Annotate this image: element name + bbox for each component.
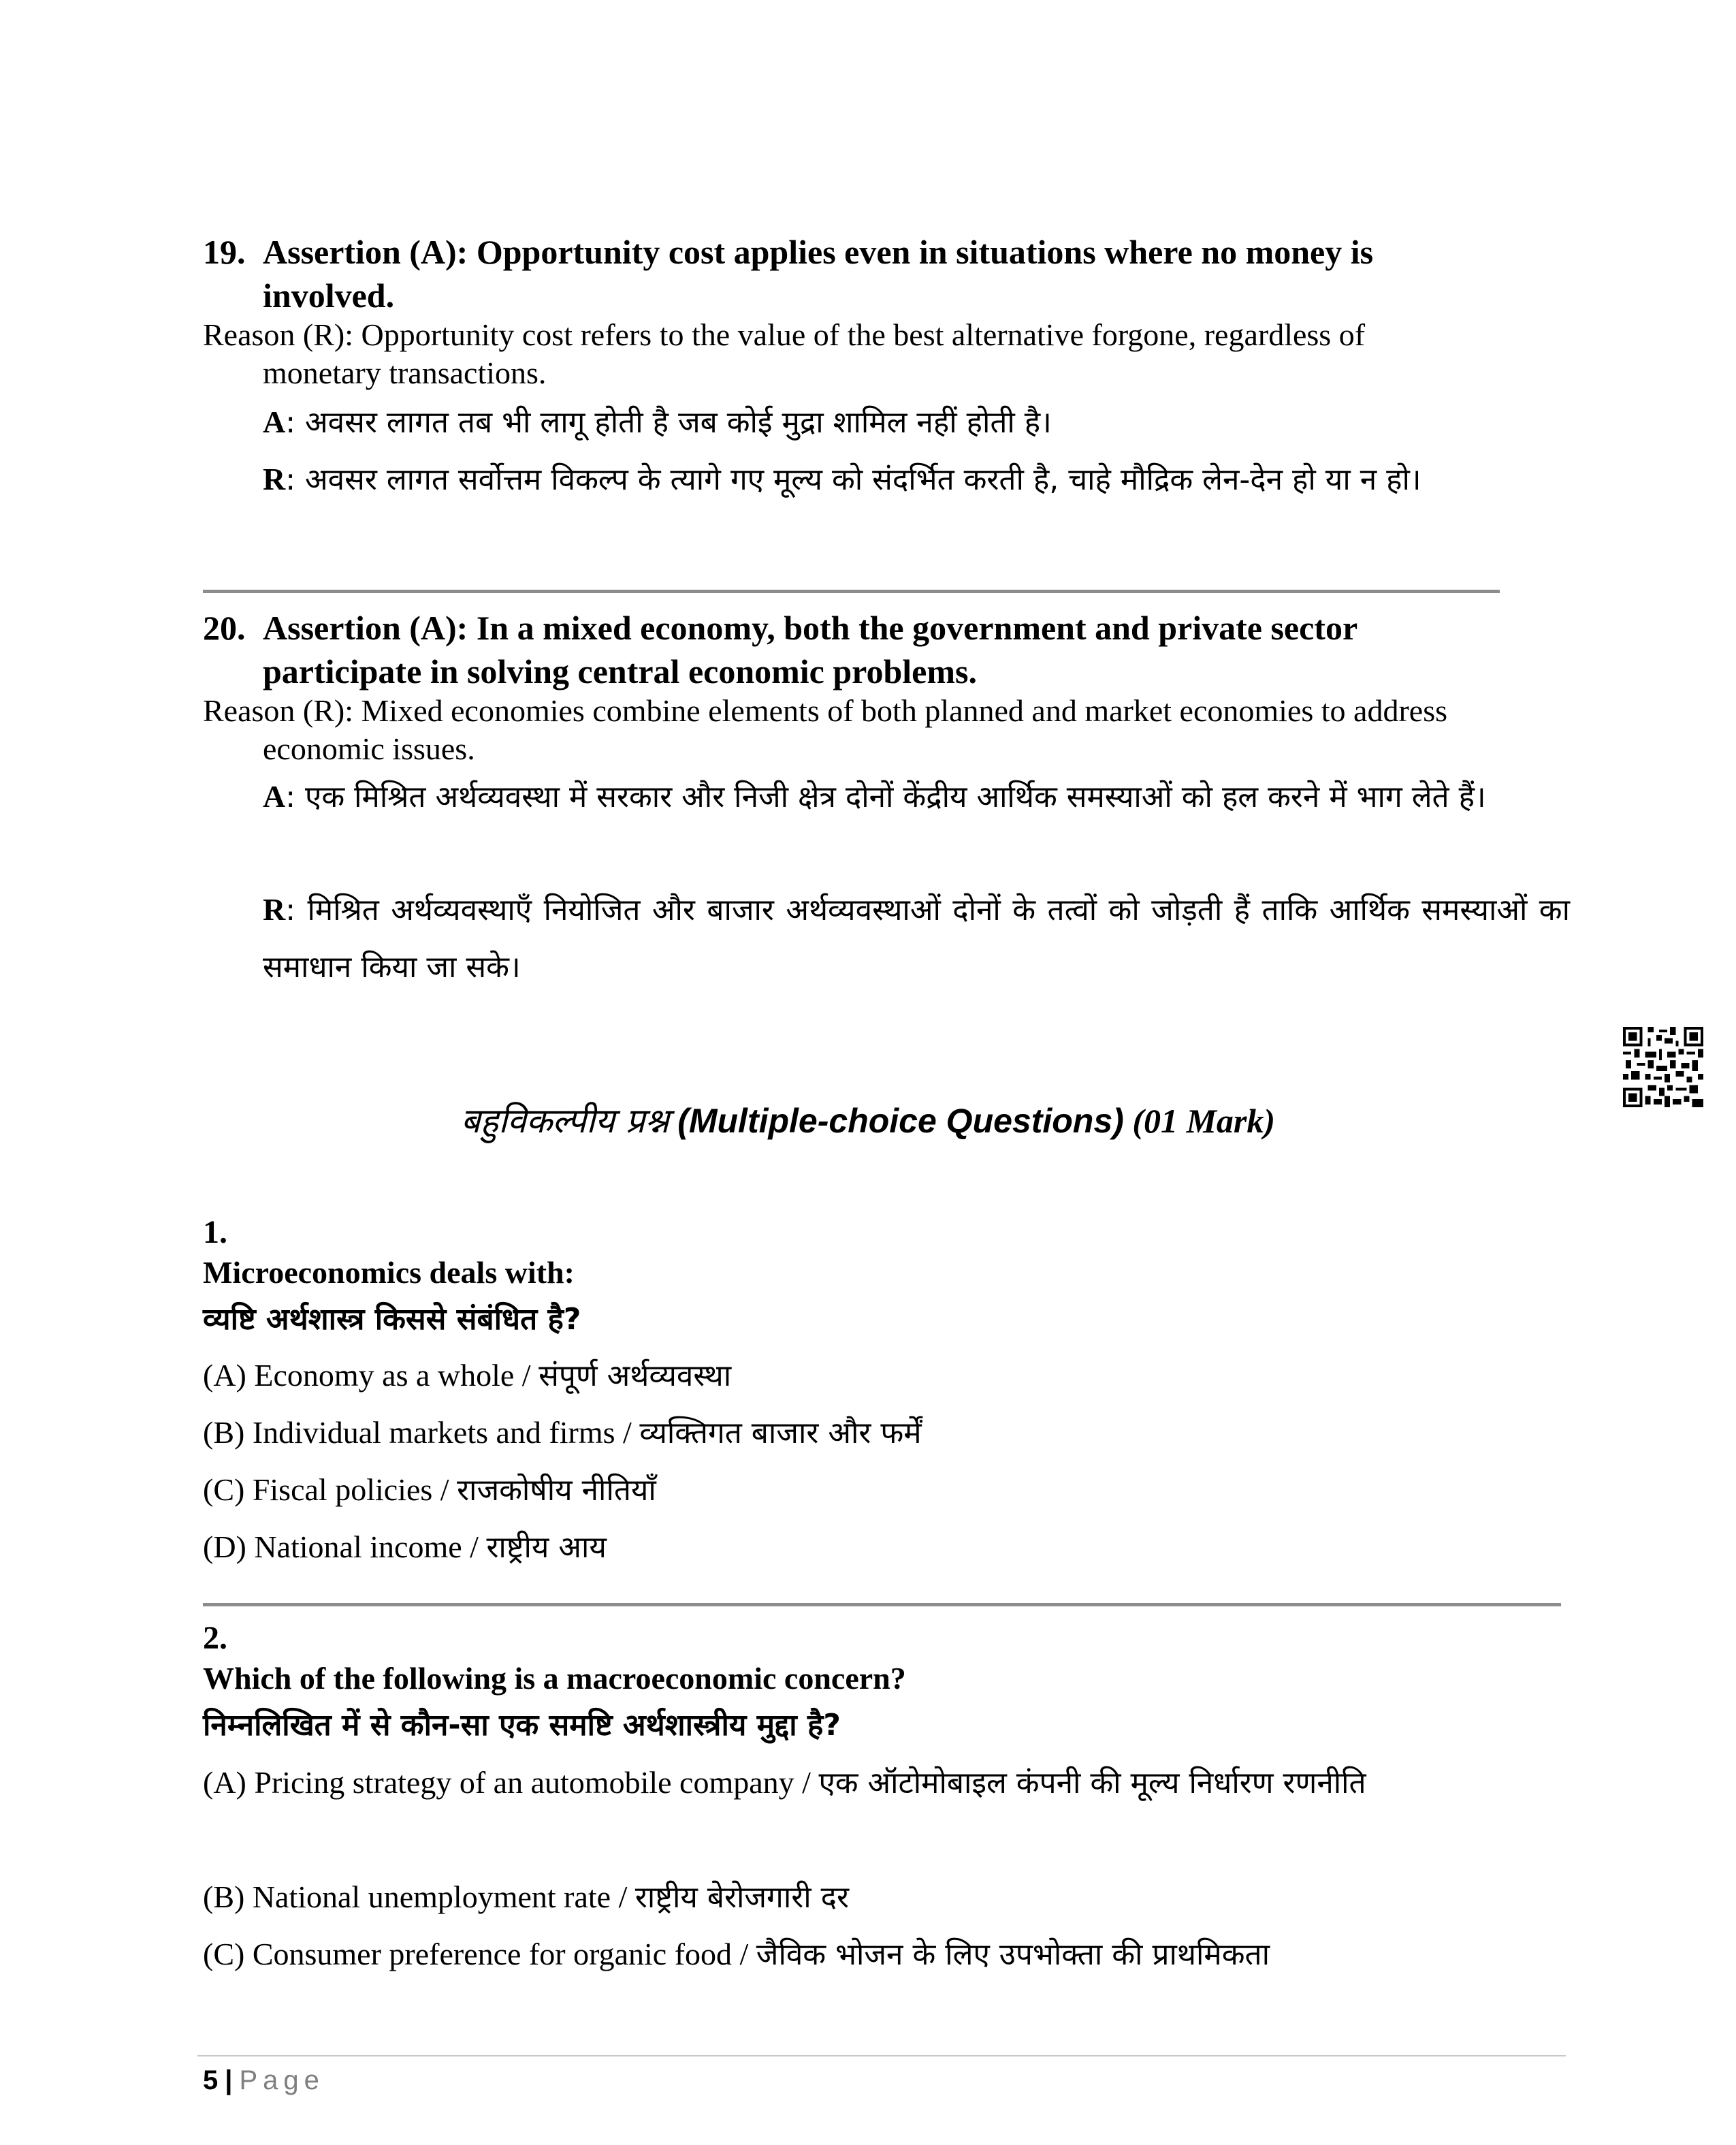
mcq1-option-d [203, 1519, 1496, 1576]
q19-reason [203, 316, 1578, 392]
mcq1-option-a-hi: संपूर्ण अर्थव्यवस्था [539, 1358, 732, 1393]
q19-hindi-r-label: R [263, 462, 286, 496]
mcq1-option-b-hi: व्यक्तिगत बाजार और फर्में [639, 1416, 922, 1450]
q20-assertion-line1: Assertion (A): In a mixed economy, both the government and private sector [263, 609, 1358, 647]
q20-hindi-assertion [263, 768, 1570, 826]
page-footer [203, 2063, 325, 2097]
mcq2-option-c [203, 1926, 1551, 1984]
section-title-english: (Multiple-choice Questions) [677, 1102, 1124, 1140]
q19-hindi-assertion [263, 394, 1570, 451]
mcq2-option-b-en: (B) National unemployment rate / [203, 1879, 635, 1914]
mcq1-option-d-hi: राष्ट्रीय आय [486, 1530, 607, 1565]
mcq1-option-a [203, 1347, 1496, 1405]
footer-divider [197, 2055, 1566, 2056]
q19-hindi-r-text: : अवसर लागत सर्वोत्तम विकल्प के त्यागे गए मूल्य को संदर्भित करती है, चाहे मौद्रिक लेन-देन हो या न हो। [285, 462, 1421, 497]
divider-q19-q20 [203, 590, 1500, 593]
q20-reason-line1: Reason (R): Mixed economies combine elements of both planned and market economies to address [203, 693, 1448, 728]
mcq1-option-b-en: (B) Individual markets and firms / [203, 1415, 640, 1450]
q20-hindi-r-text: : मिश्रित अर्थव्यवस्थाएँ नियोजित और बाजार अर्थव्यवस्थाओं दोनों के तत्वों को जोड़ती हैं ताकि आर्थिक समस्याओं का समाधान किया जा सके। [263, 893, 1570, 985]
mcq1-option-a-en: (A) Economy as a whole / [203, 1358, 539, 1393]
q20-number: 20. [203, 609, 246, 647]
mcq1-option-c-en: (C) Fiscal policies / [203, 1472, 457, 1507]
q19-reason-line2: monetary transactions. [263, 355, 547, 390]
mcq1-option-c [203, 1461, 1496, 1519]
q19-hindi-a-text: : अवसर लागत तब भी लागू होती है जब कोई मुद्रा शामिल नहीं होती है। [285, 405, 1052, 440]
q20-reason [203, 692, 1578, 768]
mcq1-question-hi: व्यष्टि अर्थशास्त्र किससे संबंधित है? [203, 1302, 581, 1337]
mcq2-option-a [203, 1754, 1483, 1812]
q19-hindi-a-label: A [263, 404, 286, 439]
q20-reason-line2: economic issues. [263, 731, 475, 766]
q20-assertion-line2: participate in solving central economic problems. [263, 652, 977, 690]
mcq1-question-en: Microeconomics deals with: [203, 1255, 575, 1290]
mcq2-number: 2. [203, 1620, 227, 1656]
page-number: 5 [203, 2065, 219, 2095]
mcq1-option-b [203, 1404, 1496, 1462]
q19-number: 19. [203, 233, 246, 271]
mcq2-option-c-hi: जैविक भोजन के लिए उपभोक्ता की प्राथमिकता [756, 1937, 1270, 1972]
footer-separator: | [225, 2065, 233, 2095]
mcq2-question-hi: निम्नलिखित में से कौन-सा एक समष्टि अर्थशास्त्रीय मुद्दा है? [203, 1708, 841, 1743]
section-title-marks: (01 Mark) [1132, 1102, 1276, 1140]
qr-code-icon [1623, 1027, 1703, 1107]
section-title [0, 1099, 1736, 1143]
mcq1-number: 1. [203, 1214, 227, 1250]
page-label: Page [239, 2065, 325, 2095]
mcq2-option-b [203, 1869, 1496, 1926]
q20-hindi-a-text: : एक मिश्रित अर्थव्यवस्था में सरकार और निजी क्षेत्र दोनों केंद्रीय आर्थिक समस्याओं को हल करने में भाग लेते हैं। [285, 780, 1486, 814]
mcq1-option-c-hi: राजकोषीय नीतियाँ [457, 1473, 656, 1508]
section-title-hindi: बहुविकल्पीय प्रश्न [460, 1101, 669, 1141]
q19-assertion [203, 230, 1551, 317]
mcq2-option-b-hi: राष्ट्रीय बेरोजगारी दर [634, 1880, 849, 1915]
divider-mcq1-mcq2 [203, 1603, 1561, 1606]
mcq2-option-a-hi: एक ऑटोमोबाइल कंपनी की मूल्य निर्धारण रणनीति [818, 1766, 1366, 1800]
q19-assertion-line2: involved. [263, 276, 395, 315]
q19-reason-line1: Reason (R): Opportunity cost refers to the value of the best alternative forgone, regardless of [203, 317, 1366, 352]
mcq1-option-d-en: (D) National income / [203, 1529, 487, 1564]
mcq2-question-en: Which of the following is a macroeconomic concern? [203, 1661, 906, 1696]
q20-hindi-reason [263, 881, 1570, 996]
mcq2-option-c-en: (C) Consumer preference for organic food / [203, 1937, 756, 1971]
q19-hindi-reason [263, 451, 1570, 509]
q19-assertion-line1: Assertion (A): Opportunity cost applies even in situations where no money is [263, 233, 1374, 271]
q20-hindi-a-label: A [263, 779, 286, 814]
mcq2-option-a-en: (A) Pricing strategy of an automobile company / [203, 1765, 819, 1800]
q20-hindi-r-label: R [263, 892, 286, 927]
q20-assertion [203, 606, 1551, 693]
